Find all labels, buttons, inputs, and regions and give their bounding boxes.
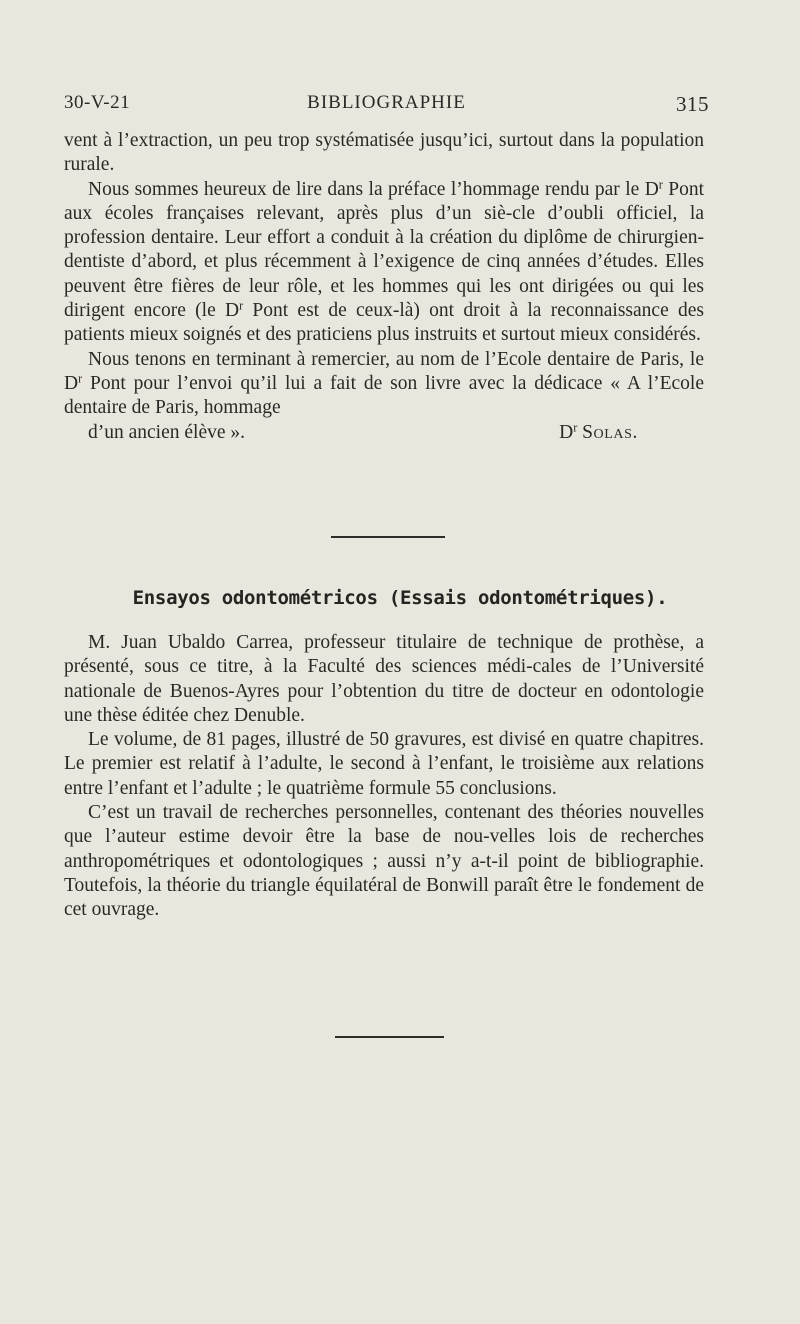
author-signature: $D^r$ Solas. <box>559 419 638 443</box>
paragraph-closing-line: d’un ancien élève ». $D^r$ Solas. <box>64 421 704 445</box>
running-head <box>64 92 709 118</box>
end-divider <box>335 1036 444 1038</box>
issue-date: 30-V-21 <box>64 92 131 113</box>
section-title: BIBLIOGRAPHIE <box>307 92 466 113</box>
paragraph: Nous tenons en terminant à remercier, au nom de l’Ecole dentaire de Paris, le $D^r$ Pont pour l’envoi qu’il lui a fait de son livre avec la dédicace « A l’Ecole dentaire de Paris, hommage <box>64 348 704 419</box>
paragraph: vent à l’extraction, un peu trop systématisée jusqu’ici, surtout dans la population rurale. <box>64 130 704 176</box>
section-divider <box>331 536 445 538</box>
review-solas <box>64 129 704 445</box>
paragraph: C’est un travail de recherches personnelles, contenant des théories nouvelles que l’auteur estime devoir être la base de nou-velles lois de recherches anthropométriques et odontologiques ; aussi n’y a-t-il point de bibliographie. Toutefois, la théorie du triangle équilatéral de Bonwill paraît être le fondement de cet ouvrage. <box>64 802 704 921</box>
paragraph: Le volume, de 81 pages, illustré de 50 gravures, est divisé en quatre chapitres. Le premier est relatif à l’adulte, le second à l’enfant, le troisième aux relations entre l’enfant et l’adulte ; le quatrième formule 55 conclusions. <box>64 729 704 799</box>
paragraph: M. Juan Ubaldo Carrea, professeur titulaire de technique de prothèse, a présenté, sous ce titre, à la Faculté des sciences médi-cales de l’Université nationale de Buenos-Ayres pour l’obtention du titre de docteur en odontologie une thèse éditée chez Denuble. <box>64 632 704 726</box>
page-number: 315 <box>676 92 709 116</box>
review-carrea <box>64 631 704 923</box>
review-heading: Ensayos odontométricos (Essais odontométriques). <box>132 587 668 609</box>
paragraph: Nous sommes heureux de lire dans la préface l’hommage rendu par le $D^r$ Pont aux écoles françaises relevant, après plus d’un siè-cle d’oubli officiel, la profession dentaire. Leur effort a conduit à la création du diplôme de chirurgien-dentiste d’abord, et plus récemment à l’exigence de cinq années d’études. Elles peuvent être fières de leur rôle, et les hommes qui les ont dirigées ou qui les dirigent encore (le $D^r$ Pont est de ceux-là) ont droit à la reconnaissance des patients mieux soignés et des praticiens plus instruits et surtout mieux considérés. <box>64 176 704 346</box>
